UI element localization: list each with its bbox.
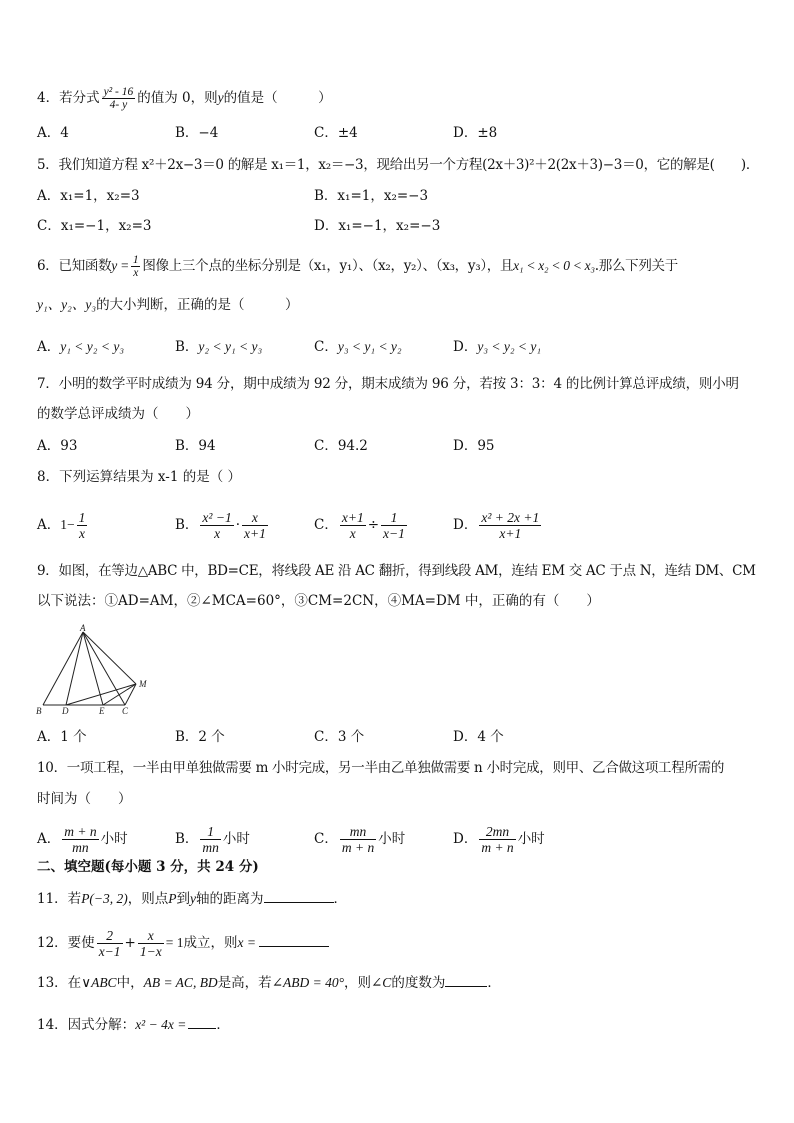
q5-option-d: D．x₁=−1，x₂=−3 xyxy=(314,218,441,234)
q7-option-a: A．93 xyxy=(37,438,78,454)
q9-option-b: B．2 个 xyxy=(175,729,225,745)
line-ad xyxy=(66,632,83,705)
triangle-figure xyxy=(33,622,163,717)
q6-option-c: C．y₃ < y₁ < y₂ xyxy=(314,339,402,355)
q4-option-b: B．−4 xyxy=(175,125,219,141)
q5-option-b: B．x₁=1，x₂=−3 xyxy=(314,188,429,204)
q5-option-a: A．x₁=1，x₂=3 xyxy=(37,188,140,204)
q4-option-a: A．4 xyxy=(37,125,69,141)
q4-option-c: C．±4 xyxy=(314,125,358,141)
q7-option-d: D．95 xyxy=(453,438,495,454)
q14-answer-blank[interactable] xyxy=(188,1014,216,1029)
q4-option-d: D．±8 xyxy=(453,125,498,141)
q13-answer-blank[interactable] xyxy=(445,972,487,987)
q5-option-c: C．x₁=−1，x₂=3 xyxy=(37,218,152,234)
line-ae xyxy=(83,632,103,705)
label-e: E xyxy=(99,706,105,716)
q8-option-b: B． $\frac{\text{x² −1}}{x}$ · $\frac{x}{x+1}$ xyxy=(175,510,266,541)
label-c: C xyxy=(122,706,129,716)
q9-option-a: A．1 个 xyxy=(37,729,87,745)
q10-stem-line1: 10．一项工程，一半由甲单独做需要 m 小时完成，另一半由乙单独做需要 n 小时完成，则甲、乙合做这项工程所需的 xyxy=(37,760,725,776)
label-m: M xyxy=(139,679,147,689)
q7-option-b: B．94 xyxy=(175,438,216,454)
q14-stem: 14．因式分解：x² − 4x = ． xyxy=(37,1014,230,1035)
q6-stem-line1: 6．已知函数y = $\frac{1}{x}$ 图像上三个点的坐标分别是（x₁，y₁）、（x₂，y₂）、（x₃，y₃），且x₁ < x₂ < 0 < x₃.那么下列关于 xyxy=(37,254,678,279)
line-ab xyxy=(43,632,83,705)
q4-stem: 4．若分式 $\frac{\text{y² - 16}}{4- y}$ 的值为 0，则y的值是（ ） xyxy=(37,86,332,111)
q7-stem-line2: 的数学总评成绩为（ ） xyxy=(37,406,199,422)
line-dm xyxy=(66,684,136,705)
q6-option-b: B．y₂ < y₁ < y₃ xyxy=(175,339,263,355)
q9-stem-line2: 以下说法：①AD=AM，②∠MCA=60°，③CM=2CN，④MA=DM 中，正确的有（ ） xyxy=(37,593,600,609)
q8-option-a: A．1− $\frac{1}{x}$ xyxy=(37,510,86,541)
q11-stem: 11．若P(−3, 2)，则点P到y轴的距离为 ． xyxy=(37,888,347,909)
q4-fraction: $\frac{\text{y² - 16}}{4- y}$ xyxy=(103,86,134,111)
q8-option-c: C． $\frac{x+1}{x}$ ÷ $\frac{1}{x-1}$ xyxy=(314,510,405,541)
q11-answer-blank[interactable] xyxy=(264,888,334,903)
q6-option-d: D．y₃ < y₂ < y₁ xyxy=(453,339,542,355)
q12-stem: 12．要使 $\frac{2}{x-1}$ + $\frac{x}{1-x}$ = 1成立，则x = xyxy=(37,928,329,959)
q8-stem: 8．下列运算结果为 x-1 的是（ ） xyxy=(37,469,241,485)
q7-option-c: C．94.2 xyxy=(314,438,368,454)
q7-stem-line1: 7．小明的数学平时成绩为 94 分，期中成绩为 92 分，期末成绩为 96 分，若按 3：3：4 的比例计算总评成绩，则小明 xyxy=(37,376,739,392)
section-heading-fill-in: 二、填空题(每小题 3 分，共 24 分) xyxy=(37,859,259,875)
label-b: B xyxy=(36,706,42,716)
q10-option-c: C． $\frac{mn}{m + n}$ 小时 xyxy=(314,824,406,855)
q10-option-d: D． $\frac{2mn}{m + n}$ 小时 xyxy=(453,824,545,855)
q9-option-c: C．3 个 xyxy=(314,729,365,745)
q6-fraction: $\frac{1}{x}$ xyxy=(132,254,139,279)
q9-stem-line1: 9．如图，在等边△ABC 中，BD=CE，将线段 AE 沿 AC 翻折，得到线段 AM，连结 EM 交 AC 于点 N，连结 DM、CM xyxy=(37,563,756,579)
q9-option-d: D．4 个 xyxy=(453,729,504,745)
label-a: A xyxy=(80,623,86,633)
q13-stem: 13．在∨ABC中，AB = AC, BD是高，若∠ABD = 40°，则∠C的度数为 ． xyxy=(37,972,501,993)
q4-number: 4．若分式 xyxy=(37,90,100,106)
q5-stem: 5．我们知道方程 x²＋2x−3＝0 的解是 x₁＝1，x₂＝−3，现给出另一个方程(2x＋3)²＋2(2x＋3)−3＝0，它的解是( )． xyxy=(37,157,760,173)
q8-option-d: D． $\frac{\text{x² + 2x +1}}{x+1}$ xyxy=(453,510,540,541)
line-am xyxy=(83,632,136,684)
label-d: D xyxy=(62,706,69,716)
q10-option-b: B． $\frac{1}{mn}$ 小时 xyxy=(175,824,250,855)
q10-stem-line2: 时间为（ ） xyxy=(37,791,132,807)
q6-stem-line2: y₁、y₂、y₃的大小判断，正确的是（ ） xyxy=(37,297,299,313)
q12-answer-blank[interactable] xyxy=(259,932,329,947)
q10-option-a: A． $\frac{m + n}{mn}$ 小时 xyxy=(37,824,128,855)
q6-option-a: A．y₁ < y₂ < y₃ xyxy=(37,339,125,355)
